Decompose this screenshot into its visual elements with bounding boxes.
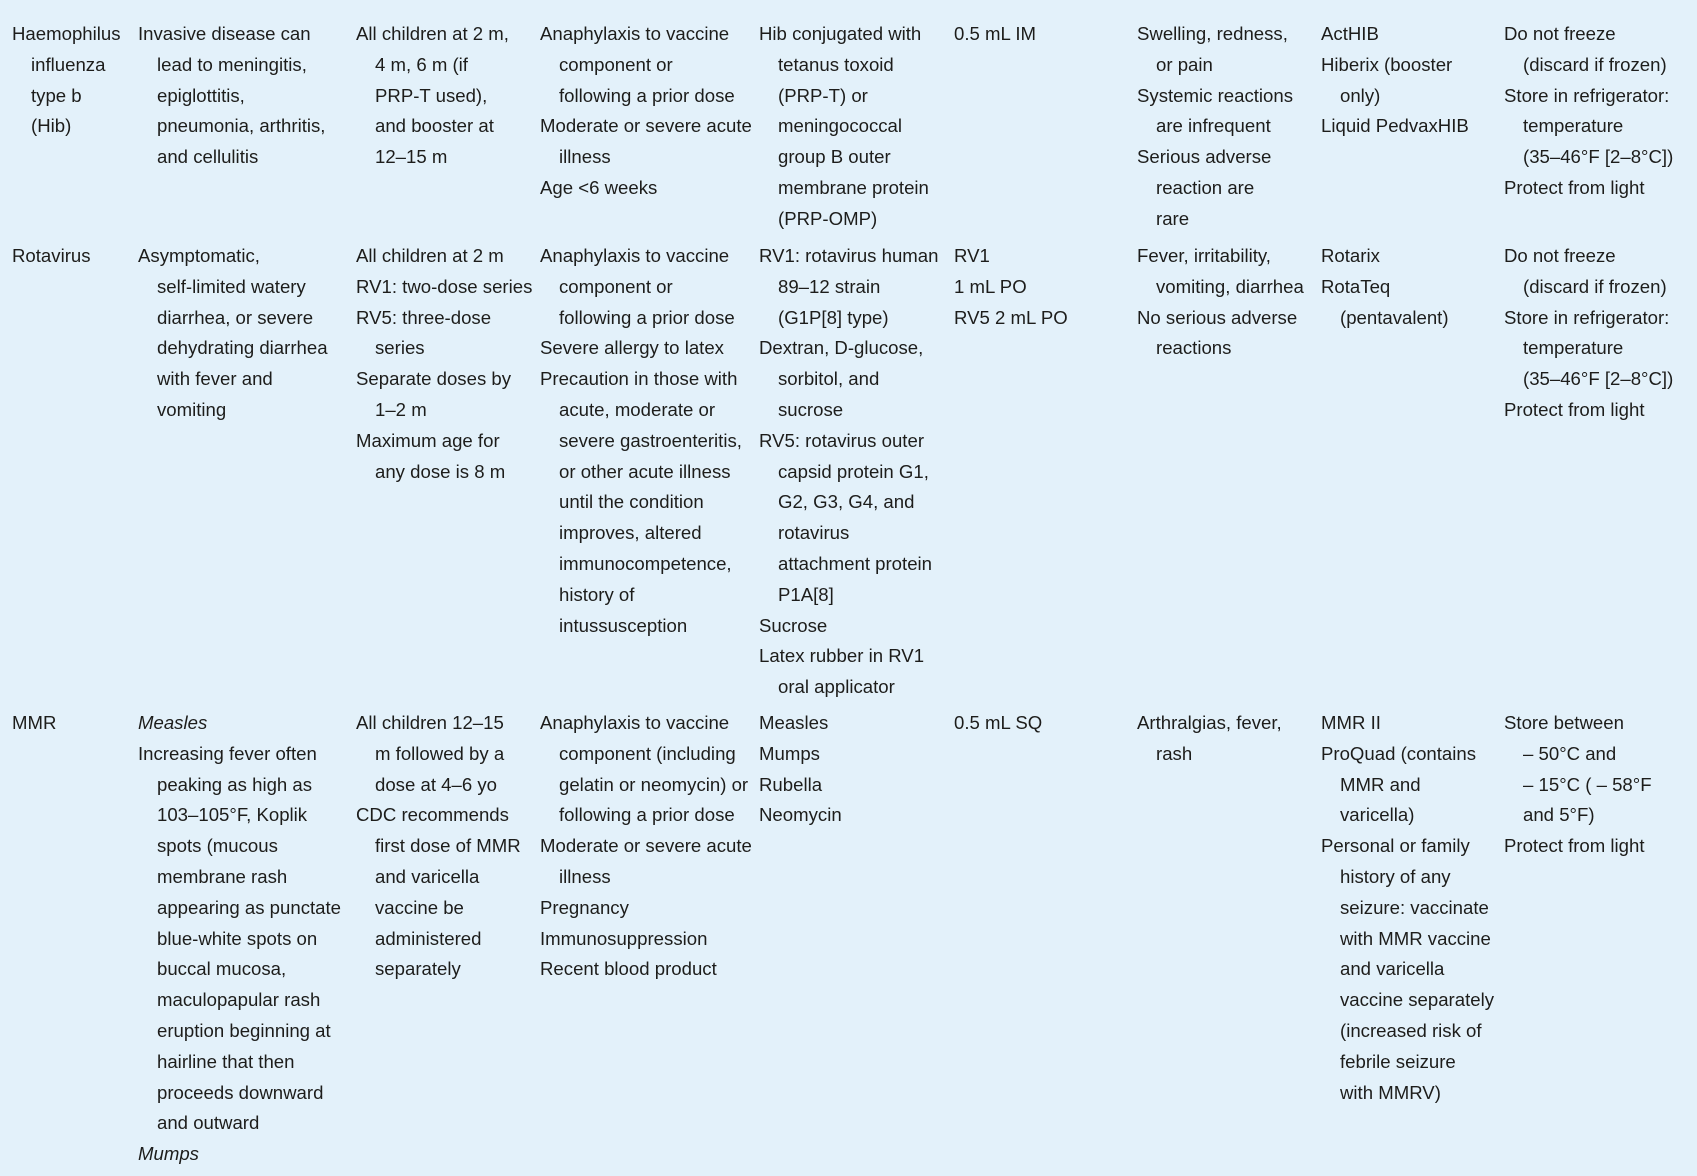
cell-text-line: following a prior dose bbox=[559, 306, 735, 328]
cell-text-line: RV1: rotavirus human bbox=[759, 245, 939, 266]
cell-text-line: Rotavirus bbox=[12, 245, 91, 266]
cell-text-line: Protect from light bbox=[1504, 176, 1645, 198]
cell-text-line: are infrequent bbox=[1156, 115, 1271, 137]
cell-text-line: Hiberix (booster bbox=[1321, 53, 1453, 75]
cell-text-line: and 5°F) bbox=[1523, 804, 1595, 826]
cell-text-line: dehydrating diarrhea bbox=[157, 337, 328, 359]
cell-text-line: following a prior dose bbox=[559, 804, 735, 826]
cell-text-line: All children at 2 m bbox=[356, 245, 504, 266]
cell-text-line: oral applicator bbox=[778, 676, 895, 698]
cell-text-line: membrane protein bbox=[778, 176, 929, 198]
cell-text-line: (pentavalent) bbox=[1340, 306, 1449, 328]
cell-text-line: history of any bbox=[1340, 865, 1451, 887]
cell-text-line: gelatin or neomycin) or bbox=[559, 773, 749, 795]
cell-text-line: Severe allergy to latex bbox=[540, 337, 724, 359]
cell-text-line: improves, altered bbox=[559, 522, 702, 544]
cell-text-line: vaccine separately bbox=[1340, 989, 1494, 1011]
cell-text-line: Rubella bbox=[759, 773, 823, 795]
cell-text-line: Anaphylaxis to vaccine bbox=[540, 23, 730, 44]
cell-text-line: RV1: two-dose series bbox=[356, 275, 533, 297]
cell-text-line: only) bbox=[1340, 84, 1381, 106]
cell-text-line: (increased risk of bbox=[1340, 1019, 1482, 1041]
cell-text-line: ActHIB bbox=[1321, 23, 1379, 44]
cell-text-line: and varicella bbox=[1340, 958, 1445, 980]
cell-text-line: until the condition bbox=[559, 491, 704, 513]
adverse-reactions-cell bbox=[1137, 19, 1315, 235]
dose-route-cell bbox=[954, 19, 1129, 50]
cell-text-line: Rotarix bbox=[1321, 245, 1380, 266]
cell-text-line: appearing as punctate bbox=[157, 896, 342, 918]
cell-text-line: immunocompetence, bbox=[559, 552, 732, 574]
brand-names-cell bbox=[1321, 708, 1497, 1108]
brand-names-cell bbox=[1321, 19, 1497, 142]
cell-text-line: Hib conjugated with bbox=[759, 23, 922, 44]
cell-text-line: proceeds downward bbox=[157, 1081, 324, 1103]
cell-text-line: component (including bbox=[559, 742, 736, 764]
cell-text-line: rash bbox=[1156, 742, 1193, 764]
cell-text-line: Swelling, redness, bbox=[1137, 23, 1288, 44]
schedule-cell bbox=[356, 19, 534, 173]
cell-text-line: Precaution in those with bbox=[540, 368, 738, 390]
cell-text-line: temperature bbox=[1523, 337, 1624, 359]
disease-cell bbox=[138, 708, 350, 1170]
cell-text-line: spots (mucous bbox=[157, 835, 278, 857]
cell-text-line: 0.5 mL SQ bbox=[954, 712, 1043, 733]
cell-text-line: seizure: vaccinate bbox=[1340, 896, 1489, 918]
cell-text-line: lead to meningitis, bbox=[157, 53, 307, 75]
cell-text-line: febrile seizure bbox=[1340, 1050, 1456, 1072]
cell-text-line: and cellulitis bbox=[157, 146, 259, 168]
cell-text-line: history of bbox=[559, 583, 635, 605]
contraindications-cell bbox=[540, 241, 754, 641]
cell-text-line: membrane rash bbox=[157, 865, 288, 887]
cell-text-line: Pregnancy bbox=[540, 896, 629, 918]
cell-text-line: Anaphylaxis to vaccine bbox=[540, 245, 730, 266]
cell-text-line: 1 mL PO bbox=[954, 275, 1027, 297]
cell-text-line: – 15°C ( – 58°F bbox=[1523, 773, 1652, 795]
cell-text-line: (Hib) bbox=[31, 115, 72, 137]
cell-text-line: Mumps bbox=[138, 1143, 199, 1165]
cell-text-line: separately bbox=[375, 958, 461, 980]
cell-text-line: Anaphylaxis to vaccine bbox=[540, 712, 730, 733]
cell-text-line: Personal or family bbox=[1321, 835, 1470, 857]
cell-text-line: Dextran, D-glucose, bbox=[759, 337, 924, 359]
cell-text-line: group B outer bbox=[778, 146, 891, 168]
cell-text-line: (discard if frozen) bbox=[1523, 275, 1667, 297]
cell-text-line: RV5: rotavirus outer bbox=[759, 429, 925, 451]
cell-text-line: sucrose bbox=[778, 398, 844, 420]
cell-text-line: acute, moderate or bbox=[559, 398, 716, 420]
cell-text-line: illness bbox=[559, 146, 611, 168]
cell-text-line: administered bbox=[375, 927, 482, 949]
cell-text-line: Protect from light bbox=[1504, 398, 1645, 420]
cell-text-line: reactions bbox=[1156, 337, 1232, 359]
contraindications-cell bbox=[540, 19, 754, 204]
cell-text-line: capsid protein G1, bbox=[778, 460, 929, 482]
cell-text-line: – 50°C and bbox=[1523, 742, 1617, 764]
cell-text-line: Neomycin bbox=[759, 804, 842, 826]
cell-text-line: Latex rubber in RV1 bbox=[759, 645, 925, 667]
cell-text-line: Protect from light bbox=[1504, 835, 1645, 857]
cell-text-line: All children 12–15 bbox=[356, 712, 504, 733]
cell-text-line: MMR bbox=[12, 712, 57, 733]
cell-text-line: (PRP-OMP) bbox=[778, 207, 878, 229]
cell-text-line: tetanus toxoid bbox=[778, 53, 894, 75]
cell-text-line: reaction are bbox=[1156, 176, 1255, 198]
cell-text-line: rotavirus bbox=[778, 522, 850, 544]
storage-cell bbox=[1504, 19, 1694, 204]
cell-text-line: Recent blood product bbox=[540, 958, 717, 980]
cell-text-line: m followed by a bbox=[375, 742, 505, 764]
cell-text-line: diarrhea, or severe bbox=[157, 306, 314, 328]
cell-text-line: attachment protein bbox=[778, 552, 933, 574]
cell-text-line: G2, G3, G4, and bbox=[778, 491, 915, 513]
disease-cell bbox=[138, 241, 350, 426]
adverse-reactions-cell bbox=[1137, 708, 1315, 770]
cell-text-line: Separate doses by bbox=[356, 368, 512, 390]
cell-text-line: or pain bbox=[1156, 53, 1213, 75]
cell-text-line: Moderate or severe acute bbox=[540, 835, 752, 857]
dose-route-cell bbox=[954, 241, 1129, 333]
cell-text-line: vaccine be bbox=[375, 896, 464, 918]
cell-text-line: MMR and bbox=[1340, 773, 1421, 795]
cell-text-line: Arthralgias, fever, bbox=[1137, 712, 1282, 733]
cell-text-line: 12–15 m bbox=[375, 146, 448, 168]
vaccine-name-cell bbox=[12, 241, 130, 272]
cell-text-line: All children at 2 m, bbox=[356, 23, 509, 44]
cell-text-line: 89–12 strain bbox=[778, 275, 881, 297]
cell-text-line: Fever, irritability, bbox=[1137, 245, 1271, 266]
cell-text-line: Haemophilus bbox=[12, 23, 121, 44]
cell-text-line: RotaTeq bbox=[1321, 275, 1391, 297]
cell-text-line: Age <6 weeks bbox=[540, 176, 658, 198]
cell-text-line: Mumps bbox=[759, 742, 820, 764]
cell-text-line: rare bbox=[1156, 207, 1190, 229]
cell-text-line: Store between bbox=[1504, 712, 1624, 733]
cell-text-line: Store in refrigerator: bbox=[1504, 306, 1670, 328]
cell-text-line: and outward bbox=[157, 1112, 260, 1134]
cell-text-line: Serious adverse bbox=[1137, 146, 1272, 168]
cell-text-line: first dose of MMR bbox=[375, 835, 521, 857]
cell-text-line: Do not freeze bbox=[1504, 245, 1616, 266]
cell-text-line: Maximum age for bbox=[356, 429, 500, 451]
dose-route-cell bbox=[954, 708, 1129, 739]
cell-text-line: or other acute illness bbox=[559, 460, 731, 482]
cell-text-line: Sucrose bbox=[759, 614, 828, 636]
components-cell bbox=[759, 708, 944, 831]
cell-text-line: epiglottitis, bbox=[157, 84, 245, 106]
cell-text-line: 0.5 mL IM bbox=[954, 23, 1036, 44]
cell-text-line: Systemic reactions bbox=[1137, 84, 1294, 106]
cell-text-line: RV5: three-dose bbox=[356, 306, 492, 328]
contraindications-cell bbox=[540, 708, 754, 985]
cell-text-line: blue-white spots on bbox=[157, 927, 318, 949]
cell-text-line: any dose is 8 m bbox=[375, 460, 506, 482]
schedule-cell bbox=[356, 241, 534, 487]
cell-text-line: 4 m, 6 m (if bbox=[375, 53, 468, 75]
cell-text-line: dose at 4–6 yo bbox=[375, 773, 497, 795]
cell-text-line: P1A[8] bbox=[778, 583, 834, 605]
cell-text-line: ProQuad (contains bbox=[1321, 742, 1477, 764]
cell-text-line: meningococcal bbox=[778, 115, 903, 137]
cell-text-line: Asymptomatic, bbox=[138, 245, 260, 266]
cell-text-line: 1–2 m bbox=[375, 398, 427, 420]
cell-text-line: vomiting bbox=[157, 398, 227, 420]
vaccine-name-cell bbox=[12, 708, 130, 739]
cell-text-line: MMR II bbox=[1321, 712, 1381, 733]
cell-text-line: (35–46°F [2–8°C]) bbox=[1523, 368, 1674, 390]
cell-text-line: (35–46°F [2–8°C]) bbox=[1523, 146, 1674, 168]
cell-text-line: RV1 bbox=[954, 245, 990, 266]
storage-cell bbox=[1504, 241, 1694, 426]
cell-text-line: with MMR vaccine bbox=[1340, 927, 1491, 949]
adverse-reactions-cell bbox=[1137, 241, 1315, 364]
disease-cell bbox=[138, 19, 350, 173]
cell-text-line: and varicella bbox=[375, 865, 480, 887]
cell-text-line: eruption beginning at bbox=[157, 1019, 331, 1041]
cell-text-line: Measles bbox=[759, 712, 829, 733]
cell-text-line: Immunosuppression bbox=[540, 927, 708, 949]
cell-text-line: and booster at bbox=[375, 115, 494, 137]
cell-text-line: influenza bbox=[31, 53, 106, 75]
cell-text-line: Measles bbox=[138, 712, 208, 733]
cell-text-line: Increasing fever often bbox=[138, 742, 317, 764]
cell-text-line: CDC recommends bbox=[356, 804, 509, 826]
cell-text-line: (G1P[8] type) bbox=[778, 306, 889, 328]
cell-text-line: varicella) bbox=[1340, 804, 1415, 826]
schedule-cell bbox=[356, 708, 534, 985]
cell-text-line: sorbitol, and bbox=[778, 368, 880, 390]
cell-text-line: component or bbox=[559, 53, 673, 75]
cell-text-line: buccal mucosa, bbox=[157, 958, 287, 980]
cell-text-line: intussusception bbox=[559, 614, 688, 636]
cell-text-line: 103–105°F, Koplik bbox=[157, 804, 308, 826]
cell-text-line: series bbox=[375, 337, 425, 359]
cell-text-line: Moderate or severe acute bbox=[540, 115, 752, 137]
cell-text-line: vomiting, diarrhea bbox=[1156, 275, 1304, 297]
brand-names-cell bbox=[1321, 241, 1497, 333]
cell-text-line: temperature bbox=[1523, 115, 1624, 137]
cell-text-line: with fever and bbox=[157, 368, 273, 390]
cell-text-line: pneumonia, arthritis, bbox=[157, 115, 326, 137]
components-cell bbox=[759, 241, 944, 703]
cell-text-line: severe gastroenteritis, bbox=[559, 429, 742, 451]
cell-text-line: Liquid PedvaxHIB bbox=[1321, 115, 1469, 137]
storage-cell bbox=[1504, 708, 1694, 862]
cell-text-line: illness bbox=[559, 865, 611, 887]
cell-text-line: component or bbox=[559, 275, 673, 297]
vaccine-name-cell bbox=[12, 19, 130, 142]
cell-text-line: maculopapular rash bbox=[157, 989, 321, 1011]
cell-text-line: hairline that then bbox=[157, 1050, 295, 1072]
cell-text-line: RV5 2 mL PO bbox=[954, 306, 1068, 328]
cell-text-line: Store in refrigerator: bbox=[1504, 84, 1670, 106]
cell-text-line: No serious adverse bbox=[1137, 306, 1298, 328]
cell-text-line: PRP-T used), bbox=[375, 84, 488, 106]
cell-text-line: Do not freeze bbox=[1504, 23, 1616, 44]
components-cell bbox=[759, 19, 944, 235]
cell-text-line: following a prior dose bbox=[559, 84, 735, 106]
cell-text-line: (PRP-T) or bbox=[778, 84, 868, 106]
cell-text-line: peaking as high as bbox=[157, 773, 313, 795]
cell-text-line: (discard if frozen) bbox=[1523, 53, 1667, 75]
cell-text-line: self-limited watery bbox=[157, 275, 306, 297]
cell-text-line: with MMRV) bbox=[1340, 1081, 1441, 1103]
cell-text-line: Invasive disease can bbox=[138, 23, 311, 44]
cell-text-line: type b bbox=[31, 84, 82, 106]
